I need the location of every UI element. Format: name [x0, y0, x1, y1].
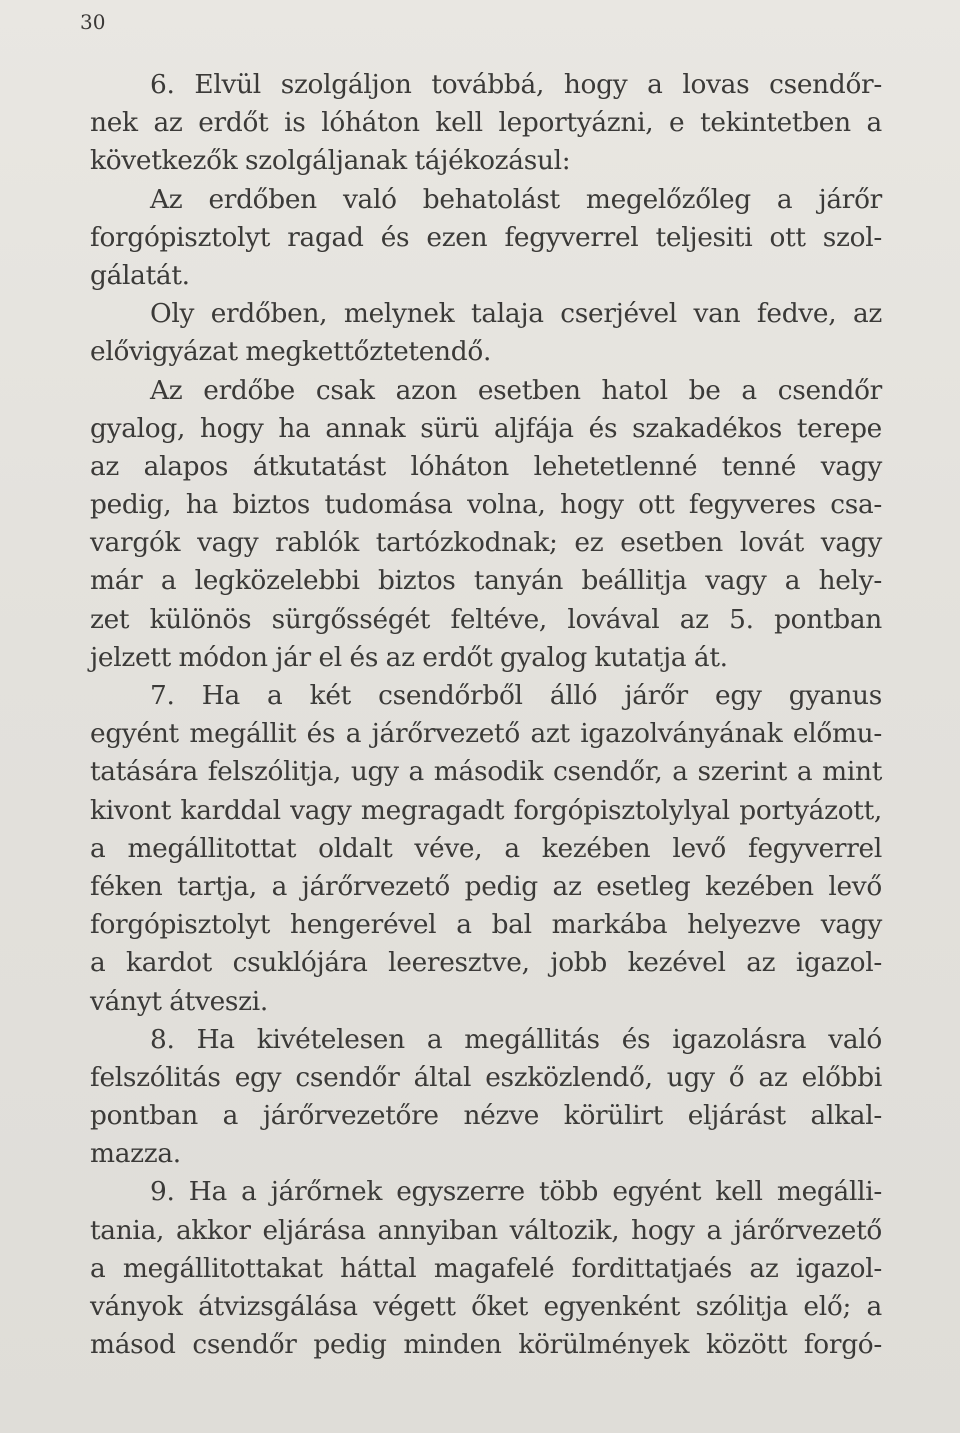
text-line: 7. Ha a két csendőrből álló járőr egy gyanus [150, 680, 882, 711]
text-line: féken tartja, a járőrvezető pedig az esetleg kezében levő [90, 870, 882, 902]
text-line: a megállitottat oldalt véve, a kezében levő fegyverrel [90, 832, 882, 864]
text-line: gyalog, hogy ha annak sürü aljfája és szakadékos terepe [90, 412, 882, 444]
text-line: az alapos átkutatást lóháton lehetetlenné tenné vagy [90, 450, 882, 482]
text-line: pontban a járőrvezetőre nézve körülirt eljárást alkal- [90, 1100, 882, 1132]
text-line: vargók vagy rablók tartózkodnak; ez esetben lovát vagy [90, 527, 882, 559]
page-number: 30 [80, 10, 106, 34]
text-line: 8. Ha kivételesen a megállitás és igazolásra való [150, 1023, 882, 1055]
text-line: gálatát. [90, 259, 190, 291]
text-line: Az erdőben való behatolást megelőzőleg a járőr [150, 183, 882, 215]
body-text [90, 66, 882, 1364]
text-line: nek az erdőt is lóháton kell leportyázni, e tekintetben a [90, 107, 882, 139]
text-line: jelzett módon jár el és az erdőt gyalog kutatja át. [90, 641, 728, 673]
text-line: a kardot csuklójára leeresztve, jobb kezével az igazol- [90, 947, 882, 979]
text-line: felszólitás egy csendőr által eszközlendő, ugy ő az előbbi [90, 1061, 882, 1093]
text-line: forgópisztolyt hengerével a bal markába helyezve vagy [90, 909, 882, 941]
text-line: zet különös sürgősségét feltéve, lovával az 5. pontban [90, 603, 882, 635]
text-line: forgópisztolyt ragad és ezen fegyverrel teljesiti ott szol- [90, 221, 882, 253]
text-line: tatására felszólitja, ugy a második csendőr, a szerint a mint [90, 756, 882, 788]
text-line: mazza. [90, 1138, 181, 1170]
text-line: tania, akkor eljárása annyiban változik, hogy a járőrvezető [90, 1214, 882, 1246]
text-line: ványt átveszi. [90, 985, 268, 1017]
text-line: már a legközelebbi biztos tanyán beállitja vagy a hely- [90, 565, 882, 597]
text-line: Az erdőbe csak azon esetben hatol be a csendőr [150, 374, 882, 406]
text-line: Oly erdőben, melynek talaja cserjével van fedve, az [150, 298, 882, 330]
text-line: következők szolgáljanak tájékozásul: [90, 145, 571, 177]
text-line: ványok átvizsgálása végett őket egyenként szólitja elő; a [90, 1291, 882, 1322]
text-line: 9. Ha a járőrnek egyszerre több egyént kell megálli- [150, 1176, 882, 1208]
text-line: kivont karddal vagy megragadt forgópisztolylyal portyázott, [90, 794, 882, 826]
text-line: másod csendőr pedig minden körülmények között forgó- [90, 1329, 882, 1361]
text-line: elővigyázat megkettőztetendő. [90, 336, 492, 368]
text-line: egyént megállit és a járőrvezető azt igazolványának előmu- [90, 718, 882, 750]
text-line: 6. Elvül szolgáljon továbbá, hogy a lovas csendőr- [150, 69, 882, 100]
text-line: a megállitottakat háttal magafelé fordittatjaés az igazol- [90, 1252, 882, 1284]
text-line: pedig, ha biztos tudomása volna, hogy ott fegyveres csa- [90, 489, 882, 521]
